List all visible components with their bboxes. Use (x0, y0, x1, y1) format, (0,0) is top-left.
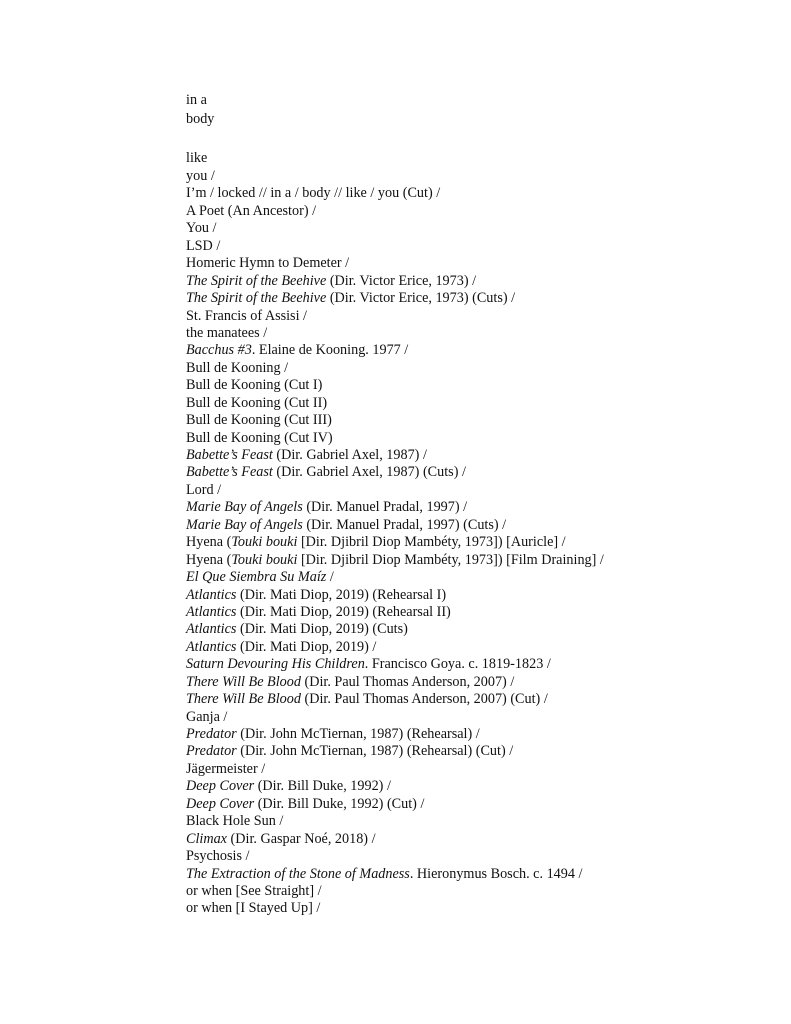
line-text: (Dir. Gabriel Axel, 1987) (Cuts) / (272, 464, 466, 481)
poem-line (186, 203, 776, 220)
line-text: Bull de Kooning (Cut IV) (186, 429, 333, 446)
poem-line (186, 813, 776, 830)
line-text: LSD / (186, 237, 221, 254)
poem-line (186, 848, 776, 865)
italic-title: Deep Cover (186, 795, 255, 812)
poem-line (186, 621, 776, 638)
line-text: (Dir. Victor Erice, 1973) / (326, 272, 477, 289)
poem-line (186, 726, 776, 743)
poem-line (186, 464, 776, 481)
intro-line: like (186, 150, 208, 166)
line-text: Black Hole Sun / (186, 813, 284, 830)
line-text: Ganja / (186, 708, 228, 725)
line-text: A Poet (An Ancestor) / (186, 202, 317, 219)
italic-title: Atlantics (186, 638, 237, 655)
poem-line (186, 534, 776, 551)
poem-line (186, 587, 776, 604)
poem-line (186, 342, 776, 359)
italic-title: El Que Siembra Su Maíz (186, 569, 327, 586)
poem-line (186, 412, 776, 429)
italic-title: The Extraction of the Stone of Madness (186, 865, 410, 882)
line-text: (Dir. John McTiernan, 1987) (Rehearsal) (Cut) / (236, 743, 514, 760)
poem-line (186, 377, 776, 394)
poem-line (186, 691, 776, 708)
italic-title: Marie Bay of Angels (186, 516, 303, 533)
poem-line (186, 866, 776, 883)
poem-line (186, 238, 776, 255)
italic-title: Touki bouki (231, 534, 298, 551)
line-text: Bull de Kooning (Cut II) (186, 394, 328, 411)
line-text: (Dir. Mati Diop, 2019) (Rehearsal I) (236, 586, 447, 603)
poem-line (186, 168, 776, 185)
poem-line (186, 900, 776, 917)
intro-line: in a (186, 92, 207, 108)
poem-line (186, 360, 776, 377)
poem-line (186, 569, 776, 586)
italic-title: Atlantics (186, 603, 237, 620)
line-text: (Dir. Victor Erice, 1973) (Cuts) / (326, 290, 516, 307)
italic-title: Saturn Devouring His Children (186, 656, 365, 673)
line-text: (Dir. Bill Duke, 1992) (Cut) / (254, 795, 425, 812)
line-text: (Dir. Manuel Pradal, 1997) (Cuts) / (302, 516, 507, 533)
poem-line (186, 883, 776, 900)
line-text: [Dir. Djibril Diop Mambéty, 1973]) [Film Draining] / (297, 551, 604, 568)
italic-title: Touki bouki (231, 551, 298, 568)
poem-line (186, 273, 776, 290)
poem-line (186, 255, 776, 272)
line-text: (Dir. Paul Thomas Anderson, 2007) / (300, 673, 515, 690)
poem-line (186, 639, 776, 656)
italic-title: The Spirit of the Beehive (186, 272, 327, 289)
line-text: . Elaine de Kooning. 1977 / (251, 342, 409, 359)
poem-line (186, 604, 776, 621)
line-text: Hyena ( (186, 551, 232, 568)
italic-title: Deep Cover (186, 778, 255, 795)
poem-lines (186, 168, 776, 918)
poem-line (186, 796, 776, 813)
line-text: Bull de Kooning (Cut I) (186, 377, 323, 394)
line-text: [Dir. Djibril Diop Mambéty, 1973]) [Auricle] / (297, 534, 566, 551)
italic-title: Predator (186, 726, 237, 742)
italic-title: There Will Be Blood (186, 673, 301, 690)
line-text: (Dir. Bill Duke, 1992) / (254, 778, 391, 795)
poem-page (186, 91, 776, 918)
line-text: the manatees / (186, 324, 268, 341)
poem-line (186, 552, 776, 569)
italic-title: Babette’s Feast (186, 447, 273, 463)
poem-line (186, 656, 776, 673)
poem-line (186, 709, 776, 726)
line-text: you / (186, 168, 215, 184)
line-text: or when [I Stayed Up] / (186, 900, 321, 917)
italic-title: Marie Bay of Angels (186, 499, 303, 516)
poem-line (186, 308, 776, 325)
italic-title: Bacchus #3 (186, 342, 252, 359)
line-text: or when [See Straight] / (186, 882, 322, 899)
line-text: . Hieronymus Bosch. c. 1494 / (409, 865, 583, 882)
poem-line (186, 778, 776, 795)
line-text: (Dir. Mati Diop, 2019) (Rehearsal II) (236, 603, 451, 620)
line-text: Hyena ( (186, 534, 232, 551)
poem-line (186, 761, 776, 778)
line-text: Bull de Kooning (Cut III) (186, 412, 332, 429)
poem-line (186, 674, 776, 691)
line-text: (Dir. Gabriel Axel, 1987) / (272, 447, 427, 463)
line-text: You / (186, 220, 217, 237)
line-text: Lord / (186, 481, 222, 498)
line-text: (Dir. Manuel Pradal, 1997) / (302, 499, 468, 516)
italic-title: Predator (186, 743, 237, 760)
line-text: (Dir. Mati Diop, 2019) / (236, 638, 377, 655)
poem-line (186, 743, 776, 760)
italic-title: Climax (186, 830, 227, 847)
line-text: Bull de Kooning / (186, 359, 289, 376)
poem-line (186, 395, 776, 412)
line-text: / (326, 569, 334, 586)
italic-title: Atlantics (186, 586, 237, 603)
poem-line (186, 831, 776, 848)
italic-title: Babette’s Feast (186, 464, 273, 481)
poem-line (186, 482, 776, 499)
poem-line (186, 447, 776, 464)
intro-line: body (186, 111, 215, 127)
poem-line (186, 517, 776, 534)
italic-title: There Will Be Blood (186, 691, 301, 708)
line-text: Psychosis / (186, 848, 250, 865)
line-text: (Dir. Mati Diop, 2019) (Cuts) (236, 621, 408, 638)
line-text: (Dir. Paul Thomas Anderson, 2007) (Cut) / (300, 691, 548, 708)
line-text: Jägermeister / (186, 760, 266, 777)
poem-line (186, 185, 776, 202)
italic-title: Atlantics (186, 621, 237, 638)
italic-title: The Spirit of the Beehive (186, 290, 327, 307)
line-text: I’m / locked // in a / body // like / you (Cut) / (186, 185, 441, 202)
line-text: . Francisco Goya. c. 1819-1823 / (364, 656, 551, 673)
line-text: (Dir. John McTiernan, 1987) (Rehearsal) / (236, 726, 480, 742)
poem-line (186, 430, 776, 447)
poem-line (186, 220, 776, 237)
poem-line (186, 290, 776, 307)
line-text: (Dir. Gaspar Noé, 2018) / (226, 830, 376, 847)
stanza-break (186, 129, 776, 149)
poem-line (186, 499, 776, 516)
poem-line (186, 325, 776, 342)
line-text: Homeric Hymn to Demeter / (186, 255, 350, 272)
line-text: St. Francis of Assisi / (186, 307, 308, 324)
